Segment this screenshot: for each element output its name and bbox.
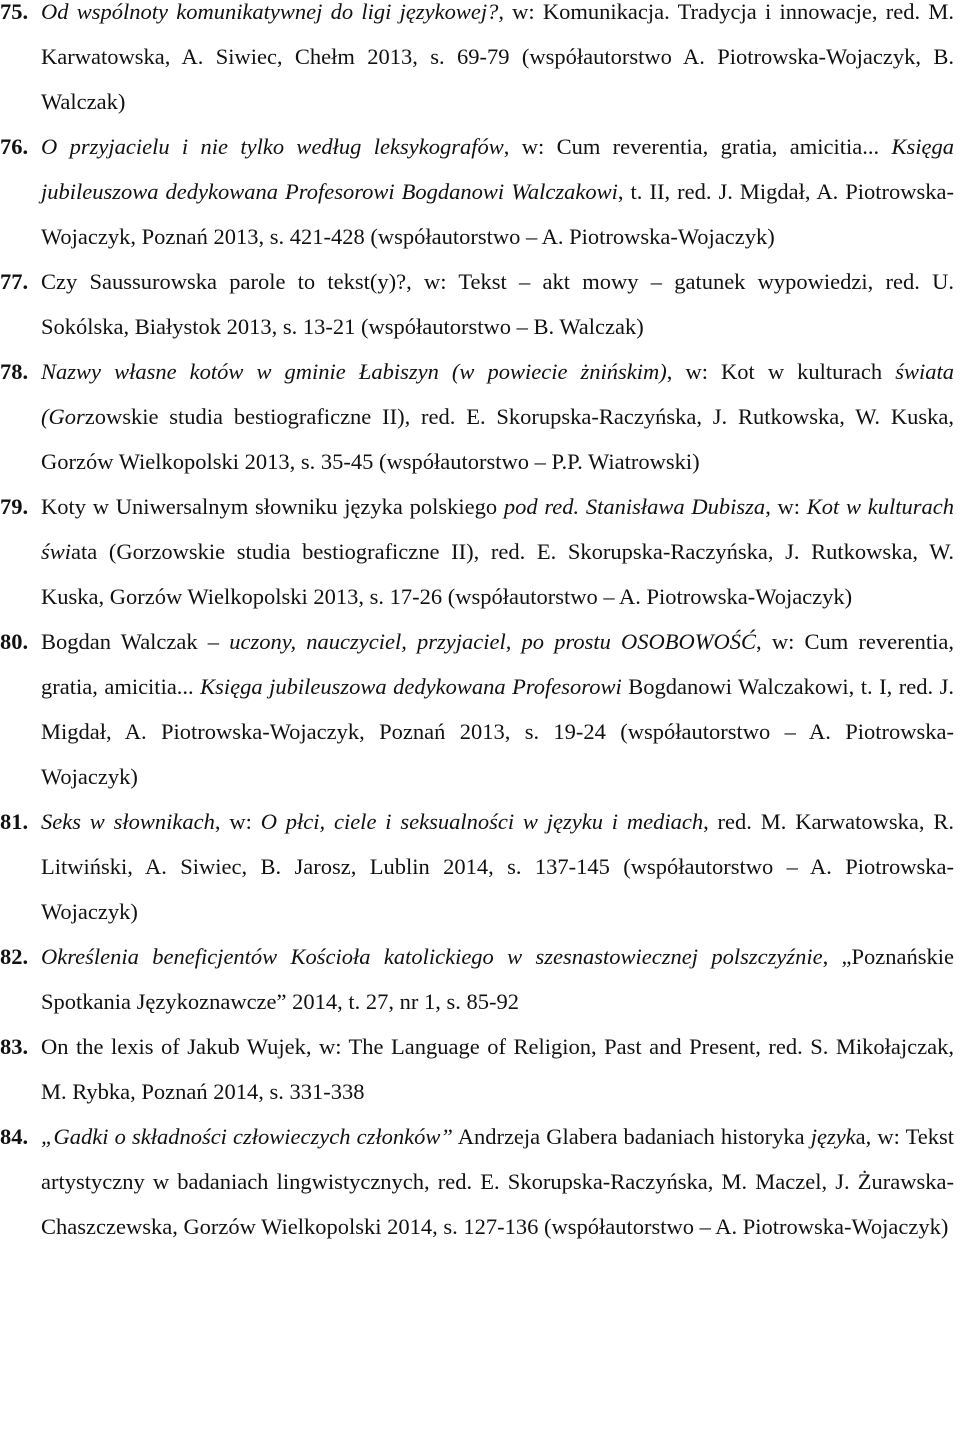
bibliography-entry — [0, 1114, 954, 1249]
entry-title-italic: język — [810, 1124, 856, 1149]
bibliography-entry — [0, 934, 954, 1024]
bibliography-entry — [0, 619, 954, 799]
entry-text: a, w: Tekst artystyczny w badaniach lingwistycznych, red. E. Skorupska-Raczyńska, M. Maczel, J. Żurawska-Chaszczewska, Gorzów Wielkopolski 2014, s. 127-136 (współautorstwo – A. Piotrowska-Wojaczyk) — [41, 1124, 954, 1239]
entry-title-italic: Nazwy własne kotów w gminie Łabiszyn (w powiecie żnińskim) — [41, 359, 667, 384]
entry-text: On the lexis of Jakub Wujek, w: The Language of Religion, Past and Present, red. S. Mikołajczak, M. Rybka, Poznań 2014, s. 331-338 — [41, 1034, 954, 1104]
entry-text: Bogdanowi Walczakowi, t. I, red. J. Migdał, A. Piotrowska-Wojaczyk, Poznań 2013, s. 19-24 (współautorstwo – A. Piotrowska-Wojaczyk) — [41, 674, 954, 789]
entry-number: 80. — [0, 629, 29, 654]
entry-text: , w: — [765, 494, 807, 519]
entry-text: Koty w Uniwersalnym słowniku języka polskiego — [41, 494, 504, 519]
bibliography-entry — [0, 0, 954, 124]
entry-number: 78. — [0, 359, 29, 384]
entry-text: , „Poznańskie Spotkania Językoznawcze” 2014, t. 27, nr 1, s. 85-92 — [41, 944, 954, 1014]
entry-number: 77. — [0, 269, 29, 294]
entry-text: ata (Gorzowskie studia bestiograficzne II), red. E. Skorupska-Raczyńska, J. Rutkowska, W. Kuska, Gorzów Wielkopolski 2013, s. 17-26 (współautorstwo – A. Piotrowska-Wojaczyk) — [41, 539, 954, 609]
entry-text: , w: Cum reverentia, gratia, amicitia... — [41, 629, 954, 699]
entry-title-italic: świata (Gor — [41, 359, 954, 429]
bibliography-entry — [0, 124, 954, 259]
entry-text: Andrzeja Glabera badaniach historyka — [452, 1124, 811, 1149]
entry-text: zowskie studia bestiograficzne II), red. E. Skorupska-Raczyńska, J. Rutkowska, W. Kuska, Gorzów Wielkopolski 2013, s. 35-45 (współautorstwo – P.P. Wiatrowski) — [41, 404, 954, 474]
entry-number: 84. — [0, 1124, 29, 1149]
entry-title-italic: Księga jubileuszowa dedykowana Profesorowi Bogdanowi Walczakowi — [41, 134, 954, 204]
entry-title-italic: „Gadki o składności człowieczych członków” — [41, 1124, 453, 1149]
entry-title-italic: O płci, ciele i seksualności w języku i mediach — [260, 809, 704, 834]
entry-text: Czy Saussurowska parole to tekst(y)? — [41, 269, 407, 294]
entry-title-italic: O przyjacielu i nie tylko według leksykografów — [41, 134, 504, 159]
bibliography-entry — [0, 349, 954, 484]
entry-text: , w: Tekst – akt mowy – gatunek wypowiedzi, red. U. Sokólska, Białystok 2013, s. 13-21 (współautorstwo – B. Walczak) — [41, 269, 954, 339]
entry-text: Bogdan Walczak – — [41, 629, 230, 654]
entry-title-italic: pod red. Stanisława Dubisza — [503, 494, 766, 519]
bibliography-entry — [0, 799, 954, 934]
entry-text: , t. II, red. J. Migdał, A. Piotrowska-Wojaczyk, Poznań 2013, s. 421-428 (współautorstwo – A. Piotrowska-Wojaczyk) — [41, 179, 955, 249]
entry-number: 83. — [0, 1034, 29, 1059]
bibliography-entry — [0, 484, 954, 619]
entry-text: , w: Kot w kulturach — [666, 359, 896, 384]
bibliography-entry — [0, 1024, 954, 1114]
entry-text: , red. M. Karwatowska, R. Litwiński, A. Siwiec, B. Jarosz, Lublin 2014, s. 137-145 (współautorstwo – A. Piotrowska-Wojaczyk) — [41, 809, 954, 924]
entry-number: 76. — [0, 134, 29, 159]
entry-title-italic: Określenia beneficjentów Kościoła katolickiego w szesnastowiecznej polszczyźnie — [41, 944, 823, 969]
entry-number: 75. — [0, 0, 29, 24]
entry-number: 82. — [0, 944, 29, 969]
entry-number: 81. — [0, 809, 29, 834]
entry-text: , w: Komunikacja. Tradycja i innowacje, red. M. Karwatowska, A. Siwiec, Chełm 2013, s. 69-79 (współautorstwo A. Piotrowska-Wojaczyk, B. Walczak) — [41, 0, 954, 114]
entry-title-italic: Seks w słownikach — [41, 809, 215, 834]
entry-text: , w: Cum reverentia, gratia, amicitia... — [503, 134, 892, 159]
entry-title-italic: uczony, nauczyciel, przyjaciel, po prostu OSOBOWOŚĆ — [229, 629, 757, 654]
entry-text: , w: — [214, 809, 261, 834]
entry-title-italic: Kot w kulturach świ — [41, 494, 955, 564]
bibliography-entry — [0, 259, 954, 349]
entry-title-italic: Od wspólnoty komunikatywnej do ligi językowej? — [41, 0, 499, 24]
entry-number: 79. — [0, 494, 29, 519]
entry-title-italic: Księga jubileuszowa dedykowana Profesorowi — [200, 674, 622, 699]
